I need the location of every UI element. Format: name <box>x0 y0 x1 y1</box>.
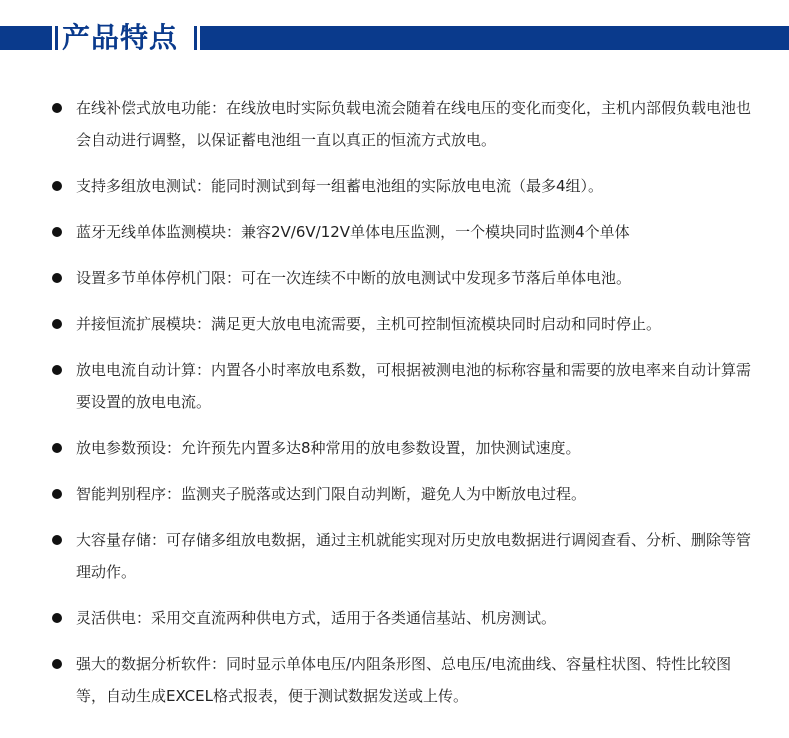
feature-item <box>0 308 789 340</box>
bullet-icon <box>52 613 62 623</box>
section-header <box>0 16 789 60</box>
bullet-icon <box>52 659 62 669</box>
feature-item <box>0 432 789 464</box>
feature-item <box>0 648 789 712</box>
bullet-icon <box>52 443 62 453</box>
bullet-icon <box>52 273 62 283</box>
feature-text: 设置多节单体停机门限：可在一次连续不中断的放电测试中发现多节落后单体电池。 <box>76 269 632 287</box>
header-divider <box>194 26 197 50</box>
feature-text: 在线补偿式放电功能：在线放电时实际负载电流会随着在线电压的变化而变化，主机内部假负载电池也会自动进行调整，以保证蓄电池组一直以真正的恒流方式放电。 <box>76 99 752 149</box>
bullet-icon <box>52 365 62 375</box>
feature-item <box>0 354 789 418</box>
section-title: 产品特点 <box>62 21 179 54</box>
feature-text: 大容量存储：可存储多组放电数据，通过主机就能实现对历史放电数据进行调阅查看、分析、删除等管理动作。 <box>76 531 752 581</box>
feature-text: 放电参数预设：允许预先内置多达8种常用的放电参数设置，加快测试速度。 <box>76 439 581 457</box>
feature-list <box>0 92 789 726</box>
feature-text: 放电电流自动计算：内置各小时率放电系数，可根据被测电池的标称容量和需要的放电率来自动计算需要设置的放电电流。 <box>76 361 752 411</box>
feature-text: 强大的数据分析软件：同时显示单体电压/内阻条形图、总电压/电流曲线、容量柱状图、特性比较图等，自动生成EXCEL格式报表，便于测试数据发送或上传。 <box>76 655 732 705</box>
feature-text: 并接恒流扩展模块：满足更大放电电流需要，主机可控制恒流模块同时启动和同时停止。 <box>76 315 662 333</box>
feature-item <box>0 92 789 156</box>
bullet-icon <box>52 181 62 191</box>
bullet-icon <box>52 227 62 237</box>
feature-text: 支持多组放电测试：能同时测试到每一组蓄电池组的实际放电电流（最多4组）。 <box>76 177 604 195</box>
feature-item <box>0 478 789 510</box>
header-divider <box>55 26 58 50</box>
feature-item <box>0 216 789 248</box>
feature-item <box>0 602 789 634</box>
bullet-icon <box>52 319 62 329</box>
feature-text: 灵活供电：采用交直流两种供电方式，适用于各类通信基站、机房测试。 <box>76 609 557 627</box>
feature-item <box>0 524 789 588</box>
header-right-bar <box>200 26 789 50</box>
feature-item <box>0 170 789 202</box>
header-left-bar <box>0 26 52 50</box>
bullet-icon <box>52 489 62 499</box>
feature-item <box>0 262 789 294</box>
bullet-icon <box>52 535 62 545</box>
bullet-icon <box>52 103 62 113</box>
feature-text: 智能判别程序：监测夹子脱落或达到门限自动判断，避免人为中断放电过程。 <box>76 485 587 503</box>
feature-text: 蓝牙无线单体监测模块：兼容2V/6V/12V单体电压监测，一个模块同时监测4个单体 <box>76 223 630 241</box>
